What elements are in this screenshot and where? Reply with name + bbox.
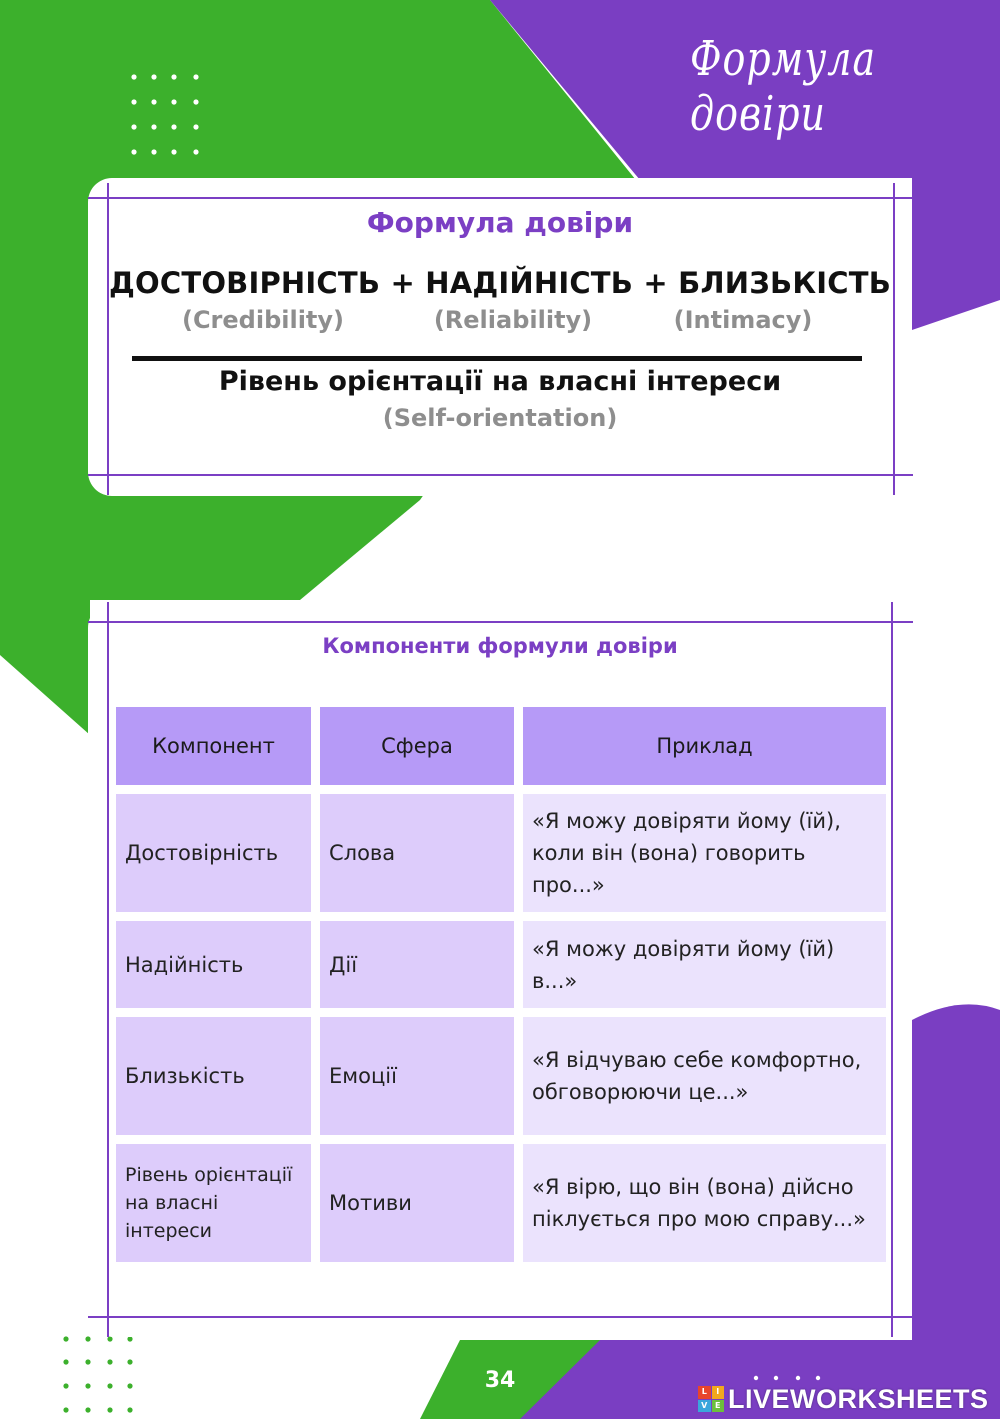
table-cell-example: «Я відчуваю себе комфортно, обговорюючи це...» bbox=[523, 1017, 886, 1135]
table-row bbox=[116, 921, 886, 1008]
logo-letter: E bbox=[712, 1400, 725, 1413]
table-cell-example: «Я можу довіряти йому (їй) в...» bbox=[523, 921, 886, 1008]
components-table bbox=[116, 707, 886, 1271]
liveworksheets-brand bbox=[698, 1383, 989, 1415]
guide-line bbox=[107, 602, 109, 1337]
table-header-row bbox=[116, 707, 886, 785]
column-header: Приклад bbox=[523, 707, 886, 785]
table-cell-component: Рівень орієнтації на власні інтереси bbox=[116, 1144, 311, 1262]
table-row bbox=[116, 1017, 886, 1135]
table-cell-example: «Я можу довіряти йому (їй), коли він (вона) говорить про...» bbox=[523, 794, 886, 912]
column-header: Сфера bbox=[320, 707, 514, 785]
fraction-line bbox=[132, 356, 862, 361]
denominator-english: (Self-orientation) bbox=[382, 404, 618, 432]
guide-line bbox=[893, 183, 895, 495]
header-script-title: Формула довіри bbox=[690, 31, 877, 141]
components-card bbox=[88, 602, 912, 1337]
table-row bbox=[116, 1144, 886, 1262]
formula-title: Формула довіри bbox=[366, 206, 634, 239]
guide-line bbox=[88, 1316, 913, 1318]
guide-line bbox=[891, 602, 893, 1337]
liveworksheets-logo-icon bbox=[698, 1386, 724, 1412]
guide-line bbox=[88, 621, 913, 623]
table-title: Компоненти формули довіри bbox=[322, 634, 678, 658]
table-cell-component: Достовірність bbox=[116, 794, 311, 912]
table-cell-example: «Я вірю, що він (вона) дійсно піклується про мою справу...» bbox=[523, 1144, 886, 1262]
formula-numerator: ДОСТОВІРНІСТЬ + НАДІЙНІСТЬ + БЛИЗЬКІСТЬ bbox=[108, 266, 892, 300]
guide-line bbox=[88, 474, 913, 476]
formula-denominator: Рівень орієнтації на власні інтереси bbox=[218, 366, 782, 397]
table-cell-sphere: Емоції bbox=[320, 1017, 514, 1135]
page-number: 34 bbox=[484, 1368, 516, 1393]
english-term-credibility: (Credibility) bbox=[181, 306, 345, 334]
logo-letter: V bbox=[698, 1400, 711, 1413]
column-header: Компонент bbox=[116, 707, 311, 785]
formula-card bbox=[88, 178, 912, 496]
table-cell-sphere: Дії bbox=[320, 921, 514, 1008]
table-cell-sphere: Слова bbox=[320, 794, 514, 912]
logo-letter: I bbox=[712, 1386, 725, 1399]
guide-line bbox=[88, 197, 913, 199]
table-cell-component: Близькість bbox=[116, 1017, 311, 1135]
english-term-intimacy: (Intimacy) bbox=[673, 306, 813, 334]
logo-letter: L bbox=[698, 1386, 711, 1399]
english-term-reliability: (Reliability) bbox=[433, 306, 593, 334]
purple-shape-right bbox=[912, 1004, 1000, 1419]
liveworksheets-wordmark: LIVEWORKSHEETS bbox=[728, 1383, 989, 1414]
table-cell-sphere: Мотиви bbox=[320, 1144, 514, 1262]
green-dot-grid bbox=[63, 1336, 132, 1412]
table-row bbox=[116, 794, 886, 912]
guide-line bbox=[107, 183, 109, 495]
table-cell-component: Надійність bbox=[116, 921, 311, 1008]
